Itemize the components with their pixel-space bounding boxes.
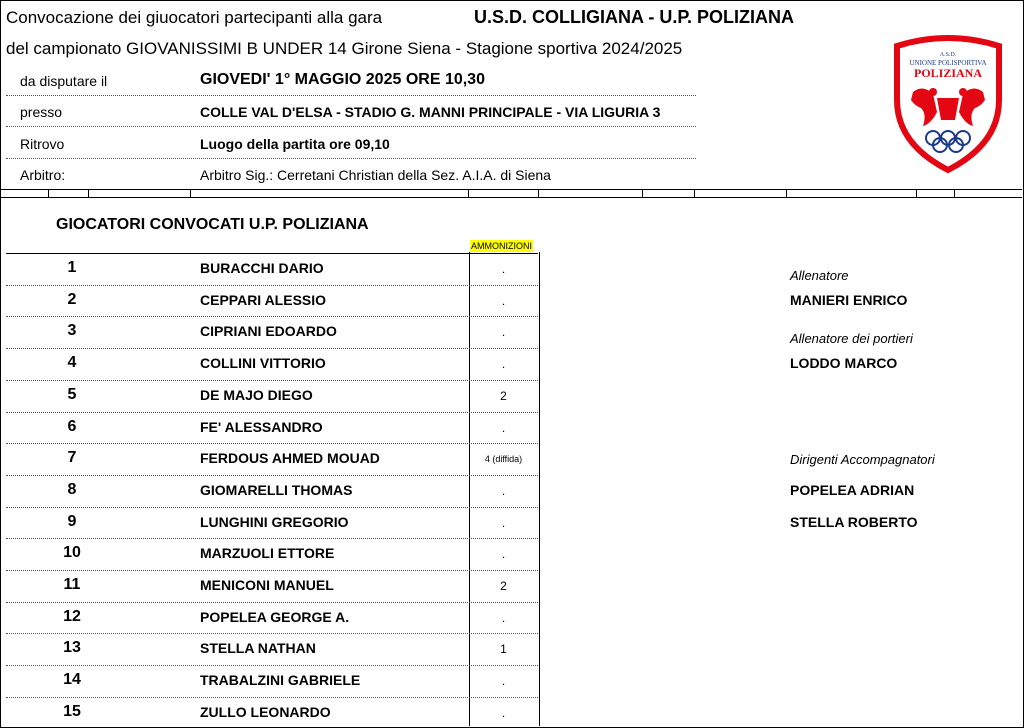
player-ammonizioni: 4 (diffida) [484, 454, 523, 464]
divider [6, 95, 696, 96]
player-name: TRABALZINI GABRIELE [200, 672, 361, 688]
divider [6, 158, 696, 159]
player-number: 3 [67, 322, 77, 339]
column-strip [0, 189, 1022, 198]
row-divider [6, 412, 538, 413]
player-ammonizioni: 2 [500, 389, 507, 403]
player-ammonizioni: . [501, 706, 506, 720]
row-divider [6, 665, 538, 666]
player-ammonizioni: . [501, 674, 506, 688]
svg-text:A.S.D.: A.S.D. [939, 52, 957, 58]
player-number: 10 [63, 544, 81, 561]
player-name: FE' ALESSANDRO [200, 419, 323, 435]
detail-referee-value: Arbitro Sig.: Cerretani Christian della Sez. A.I.A. di Siena [200, 167, 551, 183]
player-ammonizioni: 2 [500, 579, 507, 593]
player-name: MARZUOLI ETTORE [200, 545, 335, 561]
row-divider [6, 380, 538, 381]
player-number: 14 [63, 671, 81, 688]
gk-coach-name: LODDO MARCO [790, 355, 898, 371]
player-number: 12 [63, 608, 81, 625]
row-divider [6, 475, 538, 476]
row-divider [6, 602, 538, 603]
row-divider [6, 507, 538, 508]
svg-text:UNIONE POLISPORTIVA: UNIONE POLISPORTIVA [909, 59, 987, 67]
player-number: 4 [67, 354, 77, 371]
row-divider [6, 348, 538, 349]
ammonizioni-header: AMMONIZIONI [471, 241, 532, 251]
player-ammonizioni: . [501, 421, 506, 435]
player-name: GIOMARELLI THOMAS [200, 482, 353, 498]
managers-role: Dirigenti Accompagnatori [790, 452, 935, 467]
poliziana-logo [893, 34, 1003, 174]
detail-referee-label: Arbitro: [20, 167, 66, 183]
player-ammonizioni: . [501, 294, 506, 308]
player-number: 7 [67, 449, 77, 466]
row-divider [6, 697, 538, 698]
player-ammonizioni: . [501, 262, 506, 276]
detail-venue-value: COLLE VAL D'ELSA - STADIO G. MANNI PRINCIPALE - VIA LIGURIA 3 [200, 104, 661, 120]
player-number: 2 [67, 291, 77, 308]
svg-text:POLIZIANA: POLIZIANA [913, 66, 983, 80]
player-name: BURACCHI DARIO [200, 260, 324, 276]
championship-line: del campionato GIOVANISSIMI B UNDER 14 Girone Siena - Stagione sportiva 2024/2025 [6, 39, 683, 58]
manager-name: POPELEA ADRIAN [790, 482, 915, 498]
player-ammonizioni: . [501, 611, 506, 625]
player-ammonizioni: . [501, 547, 506, 561]
player-name: CIPRIANI EDOARDO [200, 323, 337, 339]
row-divider [6, 253, 538, 254]
gk-coach-role: Allenatore dei portieri [790, 331, 913, 346]
divider [6, 126, 696, 127]
row-divider [6, 633, 538, 634]
detail-venue-label: presso [20, 104, 63, 120]
coach-role: Allenatore [790, 268, 849, 283]
player-number: 15 [63, 703, 81, 720]
detail-date-value: GIOVEDI' 1° MAGGIO 2025 ORE 10,30 [200, 71, 485, 88]
row-divider [6, 316, 538, 317]
player-number: 13 [63, 639, 81, 656]
player-number: 8 [67, 481, 77, 498]
detail-meeting-value: Luogo della partita ore 09,10 [200, 136, 390, 152]
player-number: 9 [67, 513, 77, 530]
header-intro: Convocazione dei giuocatori partecipanti alla gara [6, 8, 383, 27]
row-divider [6, 285, 538, 286]
player-number: 11 [63, 576, 81, 593]
player-ammonizioni: . [501, 325, 506, 339]
player-name: POPELEA GEORGE A. [200, 609, 350, 625]
player-ammonizioni: . [501, 484, 506, 498]
row-divider [6, 570, 538, 571]
roster-title: GIOCATORI CONVOCATI U.P. POLIZIANA [56, 216, 369, 233]
player-number: 6 [67, 418, 77, 435]
detail-date-label: da disputare il [20, 73, 108, 89]
player-number: 1 [67, 259, 77, 276]
row-divider [6, 443, 538, 444]
detail-meeting-label: Ritrovo [20, 136, 65, 152]
row-divider [6, 538, 538, 539]
player-name: FERDOUS AHMED MOUAD [200, 450, 380, 466]
coach-name: MANIERI ENRICO [790, 292, 908, 308]
player-number: 5 [67, 386, 77, 403]
player-ammonizioni: . [501, 357, 506, 371]
player-ammonizioni: . [501, 516, 506, 530]
manager-name: STELLA ROBERTO [790, 514, 918, 530]
player-name: LUNGHINI GREGORIO [200, 514, 349, 530]
player-ammonizioni: 1 [500, 642, 507, 656]
player-name: MENICONI MANUEL [200, 577, 334, 593]
match-title: U.S.D. COLLIGIANA - U.P. POLIZIANA [474, 7, 795, 27]
player-name: ZULLO LEONARDO [200, 704, 331, 720]
player-name: COLLINI VITTORIO [200, 355, 326, 371]
player-name: STELLA NATHAN [200, 640, 316, 656]
player-name: DE MAJO DIEGO [200, 387, 313, 403]
player-name: CEPPARI ALESSIO [200, 292, 327, 308]
